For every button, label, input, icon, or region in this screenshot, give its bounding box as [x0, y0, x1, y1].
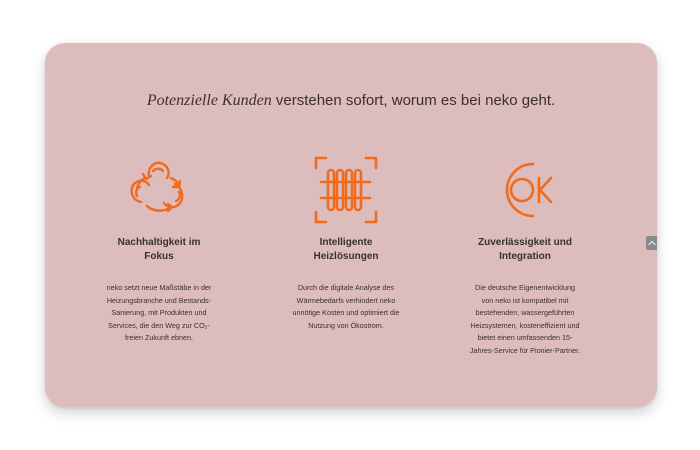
headline — [45, 92, 657, 110]
feature-description: Die deutsche Eigenentwicklung von neko ist kompatibel mit bestehenden, wassergeführten Heizsystemen, kosteneffizient und bietet einen umfassenden 15- Jahres-Service für Pionier-Partner. — [469, 283, 581, 355]
ok-badge-icon — [489, 154, 561, 226]
feature-smart-heating — [271, 154, 421, 332]
headline-italic: Potenzielle Kunden — [146, 92, 272, 109]
headline-rest: verstehen sofort, worum es bei neko geht. — [271, 92, 556, 109]
chevron-up-icon — [648, 239, 656, 247]
feature-title: Nachhaltigkeit im Fokus — [117, 237, 201, 262]
feature-sustainability — [84, 154, 234, 345]
feature-title: Zuverlässigkeit und Integration — [478, 237, 572, 262]
scroll-up-button[interactable] — [646, 236, 657, 250]
feature-description: Durch die digitale Analyse des Wärmebedarfs verhindert neko unnötige Kosten und optimiert die Nutzung von Ökostrom. — [292, 283, 400, 330]
feature-description: neko setzt neue Maßstäbe in der Heizungsbranche und Bestands- Sanierung, mit Produkten und Services, die den Weg zur CO₂- freien Zukunft ebnen. — [106, 283, 212, 342]
feature-title: Intelligente Heizlösungen — [313, 237, 379, 262]
radiator-scan-icon — [310, 154, 382, 226]
feature-reliability — [450, 154, 600, 357]
feature-card — [45, 43, 657, 407]
recycle-icon — [123, 154, 195, 226]
